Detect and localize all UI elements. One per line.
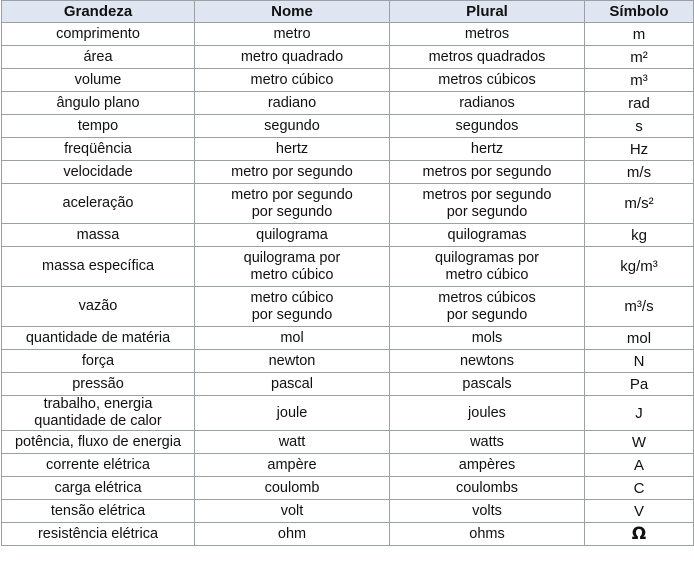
cell-nome: pascal xyxy=(195,373,390,396)
cell-plural: volts xyxy=(390,500,585,523)
cell-grandeza: trabalho, energia quantidade de calor xyxy=(2,396,195,431)
table-row xyxy=(2,396,694,431)
cell-grandeza: corrente elétrica xyxy=(2,454,195,477)
cell-nome: ohm xyxy=(195,523,390,546)
cell-grandeza: volume xyxy=(2,69,195,92)
cell-plural: metros quadrados xyxy=(390,46,585,69)
cell-grandeza: resistência elétrica xyxy=(2,523,195,546)
cell-nome: quilograma por metro cúbico xyxy=(195,247,390,287)
cell-grandeza: potência, fluxo de energia xyxy=(2,431,195,454)
table-row xyxy=(2,350,694,373)
cell-grandeza: quantidade de matéria xyxy=(2,327,195,350)
cell-simbolo: Ω xyxy=(585,523,694,546)
cell-grandeza: ângulo plano xyxy=(2,92,195,115)
table-row xyxy=(2,46,694,69)
cell-nome: coulomb xyxy=(195,477,390,500)
cell-plural: joules xyxy=(390,396,585,431)
cell-simbolo: J xyxy=(585,396,694,431)
cell-nome: segundo xyxy=(195,115,390,138)
header-simbolo: Símbolo xyxy=(585,1,694,23)
cell-nome: ampère xyxy=(195,454,390,477)
cell-plural: quilogramas por metro cúbico xyxy=(390,247,585,287)
cell-grandeza: tensão elétrica xyxy=(2,500,195,523)
cell-plural: segundos xyxy=(390,115,585,138)
cell-simbolo: Pa xyxy=(585,373,694,396)
cell-simbolo: N xyxy=(585,350,694,373)
table-row xyxy=(2,523,694,546)
table-row xyxy=(2,454,694,477)
cell-plural: coulombs xyxy=(390,477,585,500)
cell-plural: metros xyxy=(390,23,585,46)
table-row xyxy=(2,477,694,500)
cell-grandeza: área xyxy=(2,46,195,69)
cell-grandeza: força xyxy=(2,350,195,373)
cell-nome: metro quadrado xyxy=(195,46,390,69)
cell-grandeza: carga elétrica xyxy=(2,477,195,500)
cell-grandeza: vazão xyxy=(2,287,195,327)
cell-plural: quilogramas xyxy=(390,224,585,247)
cell-simbolo: W xyxy=(585,431,694,454)
cell-simbolo: rad xyxy=(585,92,694,115)
cell-plural: watts xyxy=(390,431,585,454)
cell-simbolo: m/s² xyxy=(585,184,694,224)
cell-plural: pascals xyxy=(390,373,585,396)
cell-grandeza: massa xyxy=(2,224,195,247)
cell-simbolo: Hz xyxy=(585,138,694,161)
cell-plural: metros cúbicos xyxy=(390,69,585,92)
table-row xyxy=(2,431,694,454)
cell-nome: joule xyxy=(195,396,390,431)
cell-simbolo: m xyxy=(585,23,694,46)
cell-simbolo: m³/s xyxy=(585,287,694,327)
cell-nome: radiano xyxy=(195,92,390,115)
cell-nome: watt xyxy=(195,431,390,454)
cell-plural: mols xyxy=(390,327,585,350)
cell-nome: mol xyxy=(195,327,390,350)
cell-nome: metro xyxy=(195,23,390,46)
table-row xyxy=(2,327,694,350)
header-nome: Nome xyxy=(195,1,390,23)
cell-plural: ampères xyxy=(390,454,585,477)
cell-plural: metros cúbicos por segundo xyxy=(390,287,585,327)
cell-grandeza: comprimento xyxy=(2,23,195,46)
cell-grandeza: massa específica xyxy=(2,247,195,287)
table-row xyxy=(2,184,694,224)
table-row xyxy=(2,92,694,115)
table-row xyxy=(2,500,694,523)
table-row xyxy=(2,287,694,327)
cell-nome: newton xyxy=(195,350,390,373)
table-row xyxy=(2,247,694,287)
cell-simbolo: kg/m³ xyxy=(585,247,694,287)
cell-nome: metro por segundo por segundo xyxy=(195,184,390,224)
cell-nome: quilograma xyxy=(195,224,390,247)
cell-nome: metro cúbico xyxy=(195,69,390,92)
table-row xyxy=(2,224,694,247)
cell-grandeza: tempo xyxy=(2,115,195,138)
cell-plural: metros por segundo xyxy=(390,161,585,184)
cell-simbolo: m² xyxy=(585,46,694,69)
cell-plural: ohms xyxy=(390,523,585,546)
table-row xyxy=(2,23,694,46)
cell-simbolo: m/s xyxy=(585,161,694,184)
cell-plural: hertz xyxy=(390,138,585,161)
cell-plural: metros por segundo por segundo xyxy=(390,184,585,224)
cell-simbolo: s xyxy=(585,115,694,138)
cell-simbolo: C xyxy=(585,477,694,500)
cell-nome: hertz xyxy=(195,138,390,161)
table-body xyxy=(2,23,694,546)
table-row xyxy=(2,115,694,138)
cell-nome: metro por segundo xyxy=(195,161,390,184)
cell-grandeza: pressão xyxy=(2,373,195,396)
cell-simbolo: kg xyxy=(585,224,694,247)
header-grandeza: Grandeza xyxy=(2,1,195,23)
cell-plural: radianos xyxy=(390,92,585,115)
cell-grandeza: aceleração xyxy=(2,184,195,224)
cell-simbolo: V xyxy=(585,500,694,523)
cell-grandeza: velocidade xyxy=(2,161,195,184)
units-table xyxy=(1,0,694,546)
header-plural: Plural xyxy=(390,1,585,23)
header-row xyxy=(2,1,694,23)
table-row xyxy=(2,138,694,161)
cell-nome: volt xyxy=(195,500,390,523)
cell-grandeza: freqüência xyxy=(2,138,195,161)
table-header xyxy=(2,1,694,23)
cell-plural: newtons xyxy=(390,350,585,373)
table-row xyxy=(2,69,694,92)
cell-simbolo: A xyxy=(585,454,694,477)
cell-simbolo: m³ xyxy=(585,69,694,92)
table-row xyxy=(2,161,694,184)
cell-simbolo: mol xyxy=(585,327,694,350)
cell-nome: metro cúbico por segundo xyxy=(195,287,390,327)
table-row xyxy=(2,373,694,396)
